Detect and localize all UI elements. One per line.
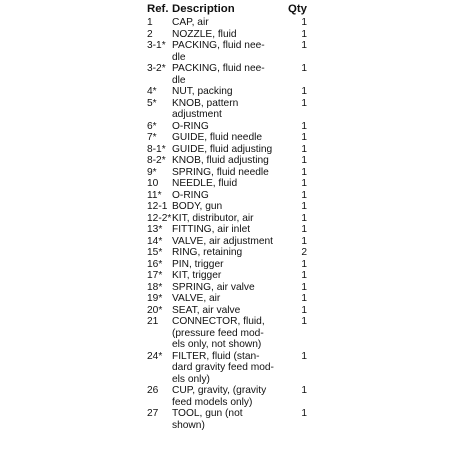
row-qty: 1: [301, 304, 307, 316]
description-line: FILTER, fluid (stan-: [172, 350, 260, 362]
description-line: CAP, air: [172, 17, 209, 28]
row-qty: 1: [301, 143, 307, 155]
row-ref: 7*: [147, 132, 157, 143]
header-ref: Ref.: [147, 3, 169, 15]
row-description: [172, 224, 295, 236]
description-line: FITTING, air inlet: [172, 224, 251, 235]
table-row: [147, 155, 307, 167]
row-ref: 24*: [147, 350, 163, 362]
row-description: [172, 408, 295, 431]
description-line: KNOB, fluid adjusting: [172, 155, 269, 166]
header-description: Description: [172, 3, 235, 15]
table-row: [147, 132, 307, 144]
description-line: dard gravity feed mod-: [172, 362, 274, 373]
row-description: [172, 29, 295, 41]
table-row: [147, 144, 307, 156]
description-line: SPRING, fluid needle: [172, 166, 269, 178]
row-description: [172, 178, 295, 190]
row-ref: 12-2*: [147, 212, 172, 224]
table-row: [147, 40, 307, 63]
row-qty: 1: [301, 258, 307, 270]
row-description: [172, 167, 295, 179]
row-description: [172, 351, 295, 386]
description-line: PACKING, fluid nee-: [172, 40, 265, 51]
row-ref: 8-1*: [147, 143, 166, 155]
table-row: [147, 63, 307, 86]
row-description: [172, 144, 295, 156]
row-description: [172, 190, 295, 202]
row-description: [172, 236, 295, 248]
row-ref: 3-1*: [147, 40, 166, 51]
table-row: [147, 121, 307, 133]
row-description: [172, 132, 295, 144]
row-qty: 1: [301, 17, 307, 28]
description-line: GUIDE, fluid needle: [172, 132, 263, 143]
row-description: [172, 40, 295, 63]
row-qty: 1: [301, 281, 307, 293]
description-line: els only, not shown): [172, 339, 262, 350]
row-description: [172, 155, 295, 167]
description-line: dle: [172, 51, 186, 63]
table-row: [147, 408, 307, 431]
table-row: [147, 385, 307, 408]
row-ref: 12-1: [147, 201, 168, 212]
row-qty: 1: [301, 201, 307, 212]
description-line: KIT, distributor, air: [172, 212, 254, 224]
description-line: TOOL, gun (not: [172, 408, 243, 419]
row-ref: 5*: [147, 97, 157, 109]
table-row: [147, 259, 307, 271]
row-ref: 3-2*: [147, 63, 166, 74]
table-row: [147, 29, 307, 41]
row-qty: 1: [301, 408, 307, 419]
table-row: [147, 167, 307, 179]
row-qty: 1: [301, 270, 307, 281]
table-row: [147, 86, 307, 98]
row-ref: 20*: [147, 304, 163, 316]
table-row: [147, 213, 307, 225]
row-ref: 1: [147, 17, 153, 28]
row-qty: 1: [301, 40, 307, 51]
row-qty: 1: [301, 97, 307, 109]
description-line: GUIDE, fluid adjusting: [172, 143, 273, 155]
row-ref: 18*: [147, 281, 163, 293]
description-line: BODY, gun: [172, 201, 223, 212]
row-description: [172, 305, 295, 317]
description-line: CUP, gravity, (gravity: [172, 385, 267, 396]
row-qty: 1: [301, 132, 307, 143]
description-line: CONNECTOR, fluid,: [172, 316, 265, 327]
table-row: [147, 305, 307, 317]
description-line: els only): [172, 373, 210, 385]
table-row: [147, 17, 307, 29]
description-line: NUT, packing: [172, 86, 233, 97]
row-qty: 1: [301, 189, 307, 201]
table-row: [147, 282, 307, 294]
row-description: [172, 201, 295, 213]
description-line: KIT, trigger: [172, 270, 222, 281]
row-qty: 1: [301, 224, 307, 235]
row-ref: 6*: [147, 120, 157, 132]
description-line: KNOB, pattern: [172, 97, 239, 109]
row-qty: 1: [301, 293, 307, 304]
table-row: [147, 178, 307, 190]
description-line: NOZZLE, fluid: [172, 28, 237, 40]
row-ref: 21: [147, 316, 159, 327]
row-qty: 1: [301, 235, 307, 247]
table-row: [147, 98, 307, 121]
row-qty: 2: [301, 247, 307, 258]
description-line: VALVE, air: [172, 293, 221, 304]
row-ref: 8-2*: [147, 155, 166, 166]
row-qty: 1: [301, 166, 307, 178]
row-qty: 1: [301, 28, 307, 40]
row-description: [172, 247, 295, 259]
table-body: [147, 17, 307, 431]
description-line: feed models only): [172, 396, 253, 408]
row-ref: 17*: [147, 270, 163, 281]
table-row: [147, 236, 307, 248]
table-row: [147, 351, 307, 386]
description-line: shown): [172, 419, 205, 431]
row-ref: 2: [147, 28, 153, 40]
table-row: [147, 316, 307, 351]
row-ref: 16*: [147, 258, 163, 270]
row-description: [172, 385, 295, 408]
description-line: adjustment: [172, 109, 222, 120]
row-description: [172, 316, 295, 351]
description-line: O-RING: [172, 120, 209, 132]
row-ref: 10: [147, 178, 159, 189]
row-ref: 13*: [147, 224, 163, 235]
description-line: RING, retaining: [172, 247, 243, 258]
row-description: [172, 259, 295, 271]
description-line: SEAT, air valve: [172, 304, 241, 316]
row-description: [172, 17, 295, 29]
row-qty: 1: [301, 350, 307, 362]
row-qty: 1: [301, 385, 307, 396]
parts-list-table: [147, 3, 307, 431]
row-ref: 9*: [147, 166, 157, 178]
table-row: [147, 247, 307, 259]
row-qty: 1: [301, 155, 307, 166]
table-row: [147, 270, 307, 282]
row-description: [172, 293, 295, 305]
table-header: [147, 3, 307, 17]
description-line: SPRING, air valve: [172, 281, 255, 293]
row-description: [172, 213, 295, 225]
table-row: [147, 224, 307, 236]
table-row: [147, 293, 307, 305]
description-line: PACKING, fluid nee-: [172, 63, 265, 74]
table-row: [147, 201, 307, 213]
row-description: [172, 282, 295, 294]
row-qty: 1: [301, 212, 307, 224]
row-ref: 27: [147, 408, 159, 419]
row-ref: 4*: [147, 86, 157, 97]
row-qty: 1: [301, 86, 307, 97]
row-qty: 1: [301, 178, 307, 189]
row-qty: 1: [301, 120, 307, 132]
row-description: [172, 86, 295, 98]
description-line: NEEDLE, fluid: [172, 178, 238, 189]
row-qty: 1: [301, 316, 307, 327]
row-ref: 14*: [147, 235, 163, 247]
row-description: [172, 63, 295, 86]
row-description: [172, 270, 295, 282]
description-line: PIN, trigger: [172, 258, 224, 270]
description-line: VALVE, air adjustment: [172, 235, 273, 247]
row-ref: 19*: [147, 293, 163, 304]
description-line: O-RING: [172, 189, 209, 201]
row-description: [172, 98, 295, 121]
description-line: dle: [172, 74, 186, 86]
description-line: (pressure feed mod-: [172, 327, 264, 339]
row-ref: 11*: [147, 189, 162, 201]
row-ref: 26: [147, 385, 159, 396]
table-row: [147, 190, 307, 202]
row-ref: 15*: [147, 247, 163, 258]
header-qty: Qty: [288, 3, 307, 15]
row-qty: 1: [301, 63, 307, 74]
row-description: [172, 121, 295, 133]
